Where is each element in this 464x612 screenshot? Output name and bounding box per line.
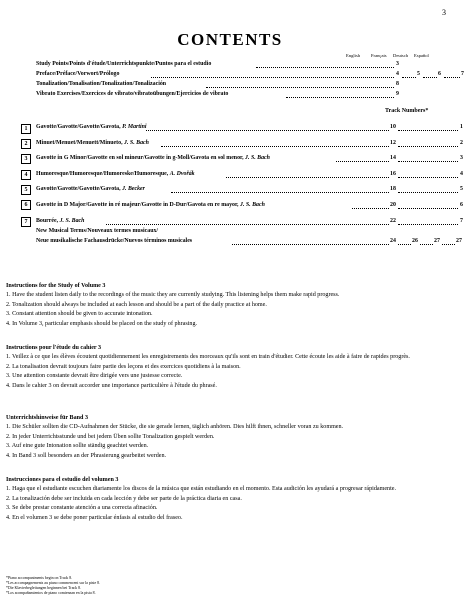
leader-dots (442, 244, 455, 245)
footnote: *Piano accompaniments begin on Track 8. (6, 576, 73, 580)
toc-piece-composer: A. Dvořák (169, 171, 195, 177)
page-title: CONTENTS (177, 30, 283, 49)
section-heading: Instructions for the Study of Volume 3 (6, 283, 106, 289)
toc-piece-composer: J. S. Bach (59, 218, 85, 224)
toc-piece-composer: J. Becker (122, 186, 145, 192)
leader-dots (151, 77, 394, 78)
toc-entry-title: Preface/Préface/Vorwort/Prólogo (36, 71, 120, 77)
toc-piece-track: 5 (460, 186, 463, 192)
toc-piece-page: 22 (390, 218, 396, 224)
section-heading: Instructions pour l'étude du cahier 3 (6, 345, 102, 351)
track-numbers-header: Track Numbers* (385, 108, 429, 114)
list-item: 3. Se debe prestar constante atención a una correcta afinación. (6, 505, 158, 512)
toc-entry-page: 8 (396, 81, 399, 87)
leader-dots (106, 224, 389, 225)
toc-piece-page: 20 (390, 202, 396, 208)
toc-piece-page: 14 (390, 155, 396, 161)
footnote: *Les accompagnements au piano commencent sur la piste 8. (6, 581, 101, 586)
list-item: 3. Une attention constante devrait être dirigée vers une justesse correcte. (6, 373, 183, 380)
piece-number-box: 4 (21, 170, 31, 180)
toc-entry-page: 24 (390, 238, 396, 244)
toc-piece-title: Humoresque/Humoresque/Humoreske/Humoresque, A. Dvořák (36, 171, 195, 177)
leader-dots (402, 77, 416, 78)
page-number: 3 (442, 8, 446, 17)
language-header-english: English (346, 53, 361, 58)
leader-dots (206, 87, 394, 88)
leader-dots (256, 67, 394, 68)
leader-dots (398, 192, 458, 193)
leader-dots (286, 97, 394, 98)
piece-number-box: 5 (21, 185, 31, 195)
toc-entry-preface[interactable] (36, 70, 464, 79)
footnote: *Die Klavierbegleitungen beginnen bei Track 8. (6, 586, 81, 591)
toc-entry-title: Tonalization/Tonalisation/Tonalization/Tonalización (36, 81, 167, 87)
toc-piece-title: Gavotte in D Major/Gavotte in ré majeur/Gavotte in D-Dur/Gavota en re mayor, J. S. Bach (36, 202, 265, 208)
toc-entry-page-fr: 5 (417, 71, 420, 77)
piece-number-box: 1 (21, 124, 31, 134)
toc-piece-title: Gavotte/Gavotte/Gavotte/Gavota, J. Becker (36, 186, 145, 192)
leader-dots (398, 208, 458, 209)
toc-piece-composer: J. S. Bach (240, 202, 265, 208)
toc-piece-1[interactable] (36, 123, 463, 132)
leader-dots (161, 146, 389, 147)
toc-piece-track: 2 (460, 140, 463, 146)
list-item: 4. En el volumen 3 se debe poner particular énfasis al estudio del fraseo. (6, 514, 183, 521)
toc-entry-page-fr: 26 (412, 238, 418, 244)
list-item: 4. In Band 3 soll besonders an der Phrasierung gearbeitet werden. (6, 452, 167, 459)
section-heading: Unterrichtshinweise für Band 3 (6, 415, 88, 421)
toc-piece-page: 12 (390, 140, 396, 146)
leader-dots (423, 77, 437, 78)
toc-piece-page: 18 (390, 186, 396, 192)
toc-piece-track: 1 (460, 124, 463, 130)
toc-piece-track: 7 (460, 218, 463, 224)
toc-piece-track: 4 (460, 171, 463, 177)
toc-entry-title: Neue musikalische Fachausdrücke/Nuevos términos musicales (36, 238, 193, 244)
piece-number-box: 6 (21, 200, 31, 210)
list-item: 4. Dans le cahier 3 on devrait accorder une importance particulière à l'étude du phrasé. (6, 382, 217, 389)
leader-dots (336, 161, 389, 162)
instructions-english (6, 282, 446, 329)
list-item: 1. Veillez à ce que les élèves écoutent quotidiennement les enregistrements des morceaux qu'ils sont en train d'étudier. Cette écoute les aide à faire de rapides progrès. (6, 354, 410, 361)
leader-dots (398, 224, 458, 225)
list-item: 2. In jeder Unterrichtsstunde und bei jedem Üben sollte Tonalization gespielt werden. (6, 433, 215, 440)
toc-piece-2[interactable] (36, 139, 463, 148)
toc-piece-7[interactable] (36, 217, 463, 226)
toc-entry-study-points[interactable] (36, 60, 436, 69)
instructions-spanish (6, 476, 446, 523)
toc-piece-page: 10 (390, 124, 396, 130)
toc-entry-page-de: 27 (434, 238, 440, 244)
leader-dots (352, 208, 389, 209)
footnote: *Los acompañamientos de piano comienzan en la pista 8. (6, 591, 96, 596)
toc-entry-title: Vibrato Exercises/Exercices de vibrato/vibratoübungen/Ejercicios de vibrato (36, 91, 229, 97)
instructions-german (6, 414, 446, 461)
list-item: 2. La tonalización debe ser incluida en cada lección y debe ser parte de la práctica diaria en casa. (6, 495, 242, 502)
piece-number-box: 2 (21, 139, 31, 149)
list-item: 3. Constant attention should be given to accurate intonation. (6, 311, 153, 318)
toc-piece-composer: J. S. Bach (124, 140, 149, 146)
toc-entry-tonalization[interactable] (36, 80, 436, 89)
leader-dots (398, 161, 458, 162)
toc-piece-track: 3 (460, 155, 463, 161)
language-header-spanish: Español (414, 53, 429, 58)
toc-entry-terms-line2[interactable] (36, 237, 462, 246)
list-item: 1. Have the student listen daily to the recordings of the music they are currently studying. This listening helps them make rapid progress. (6, 292, 340, 299)
leader-dots (398, 130, 458, 131)
toc-entry-terms-line1[interactable] (36, 227, 436, 236)
toc-entry-page: 9 (396, 91, 399, 97)
leader-dots (420, 244, 433, 245)
toc-entry-page-es: 27 (456, 238, 462, 244)
piece-number-box: 7 (21, 217, 31, 227)
toc-piece-4[interactable] (36, 170, 463, 179)
toc-entry-page: 4 (396, 71, 399, 77)
toc-piece-composer: P. Martini (122, 124, 147, 130)
list-item: 1. Die Schüler sollten die CD-Aufnahmen der Stücke, die sie gerade lernen, täglich anhören. Dies hilft ihnen, schneller voran zu kommen. (6, 424, 344, 431)
toc-entry-page: 3 (396, 61, 399, 67)
toc-piece-3[interactable] (36, 154, 463, 163)
piece-number-box: 3 (21, 154, 31, 164)
toc-piece-track: 6 (460, 202, 463, 208)
leader-dots (398, 146, 458, 147)
language-header-german: Deutsch (393, 53, 409, 58)
leader-dots (171, 192, 389, 193)
language-header-french: Français (371, 53, 387, 58)
toc-entry-title: New Musical Terms/Nouveaux termes musicaux/ (36, 228, 159, 234)
toc-piece-title: Minuet/Menuet/Menuett/Minueto, J. S. Bach (36, 140, 149, 146)
leader-dots (146, 130, 389, 131)
toc-piece-title: Gavotte in G Minor/Gavotte en sol mineur/Gavotte in g-Moll/Gavota en sol menor, J. S. Bach (36, 155, 270, 161)
leader-dots (226, 177, 389, 178)
toc-piece-5[interactable] (36, 185, 463, 194)
toc-piece-6[interactable] (36, 201, 463, 210)
leader-dots (398, 244, 411, 245)
toc-entry-page-es: 7 (461, 71, 464, 77)
toc-piece-title: Bourrée, J. S. Bach (36, 218, 85, 224)
leader-dots (444, 77, 460, 78)
list-item: 2. Tonalization should always be included at each lesson and should be a part of the daily practice at home. (6, 301, 267, 308)
leader-dots (398, 177, 458, 178)
leader-dots (232, 244, 389, 245)
toc-piece-title: Gavotte/Gavotte/Gavotte/Gavota, P. Martini (36, 124, 147, 130)
toc-piece-composer: J. S. Bach (245, 155, 270, 161)
instructions-french (6, 344, 446, 391)
toc-entry-page-de: 6 (438, 71, 441, 77)
list-item: 4. In Volume 3, particular emphasis should be placed on the study of phrasing. (6, 320, 198, 327)
toc-entry-vibrato[interactable] (36, 90, 436, 99)
toc-piece-page: 16 (390, 171, 396, 177)
list-item: 1. Haga que el estudiante escuchen diariamente los discos de la música que están estudiando en el momento. Esta audición les ayudará a progresar rápidamente. (6, 486, 397, 493)
list-item: 2. La tonalisation devrait toujours faire partie des leçons et des exercices quotidiens à la maison. (6, 363, 241, 370)
list-item: 3. Auf eine gute Intonation sollte ständig geachtet werden. (6, 443, 149, 450)
footnotes (6, 576, 100, 596)
section-heading: Instrucciones para el estudio del volumen 3 (6, 477, 119, 483)
toc-entry-title: Study Points/Points d'étude/Unterrichtspunkte/Puntos para el estudio (36, 61, 212, 67)
